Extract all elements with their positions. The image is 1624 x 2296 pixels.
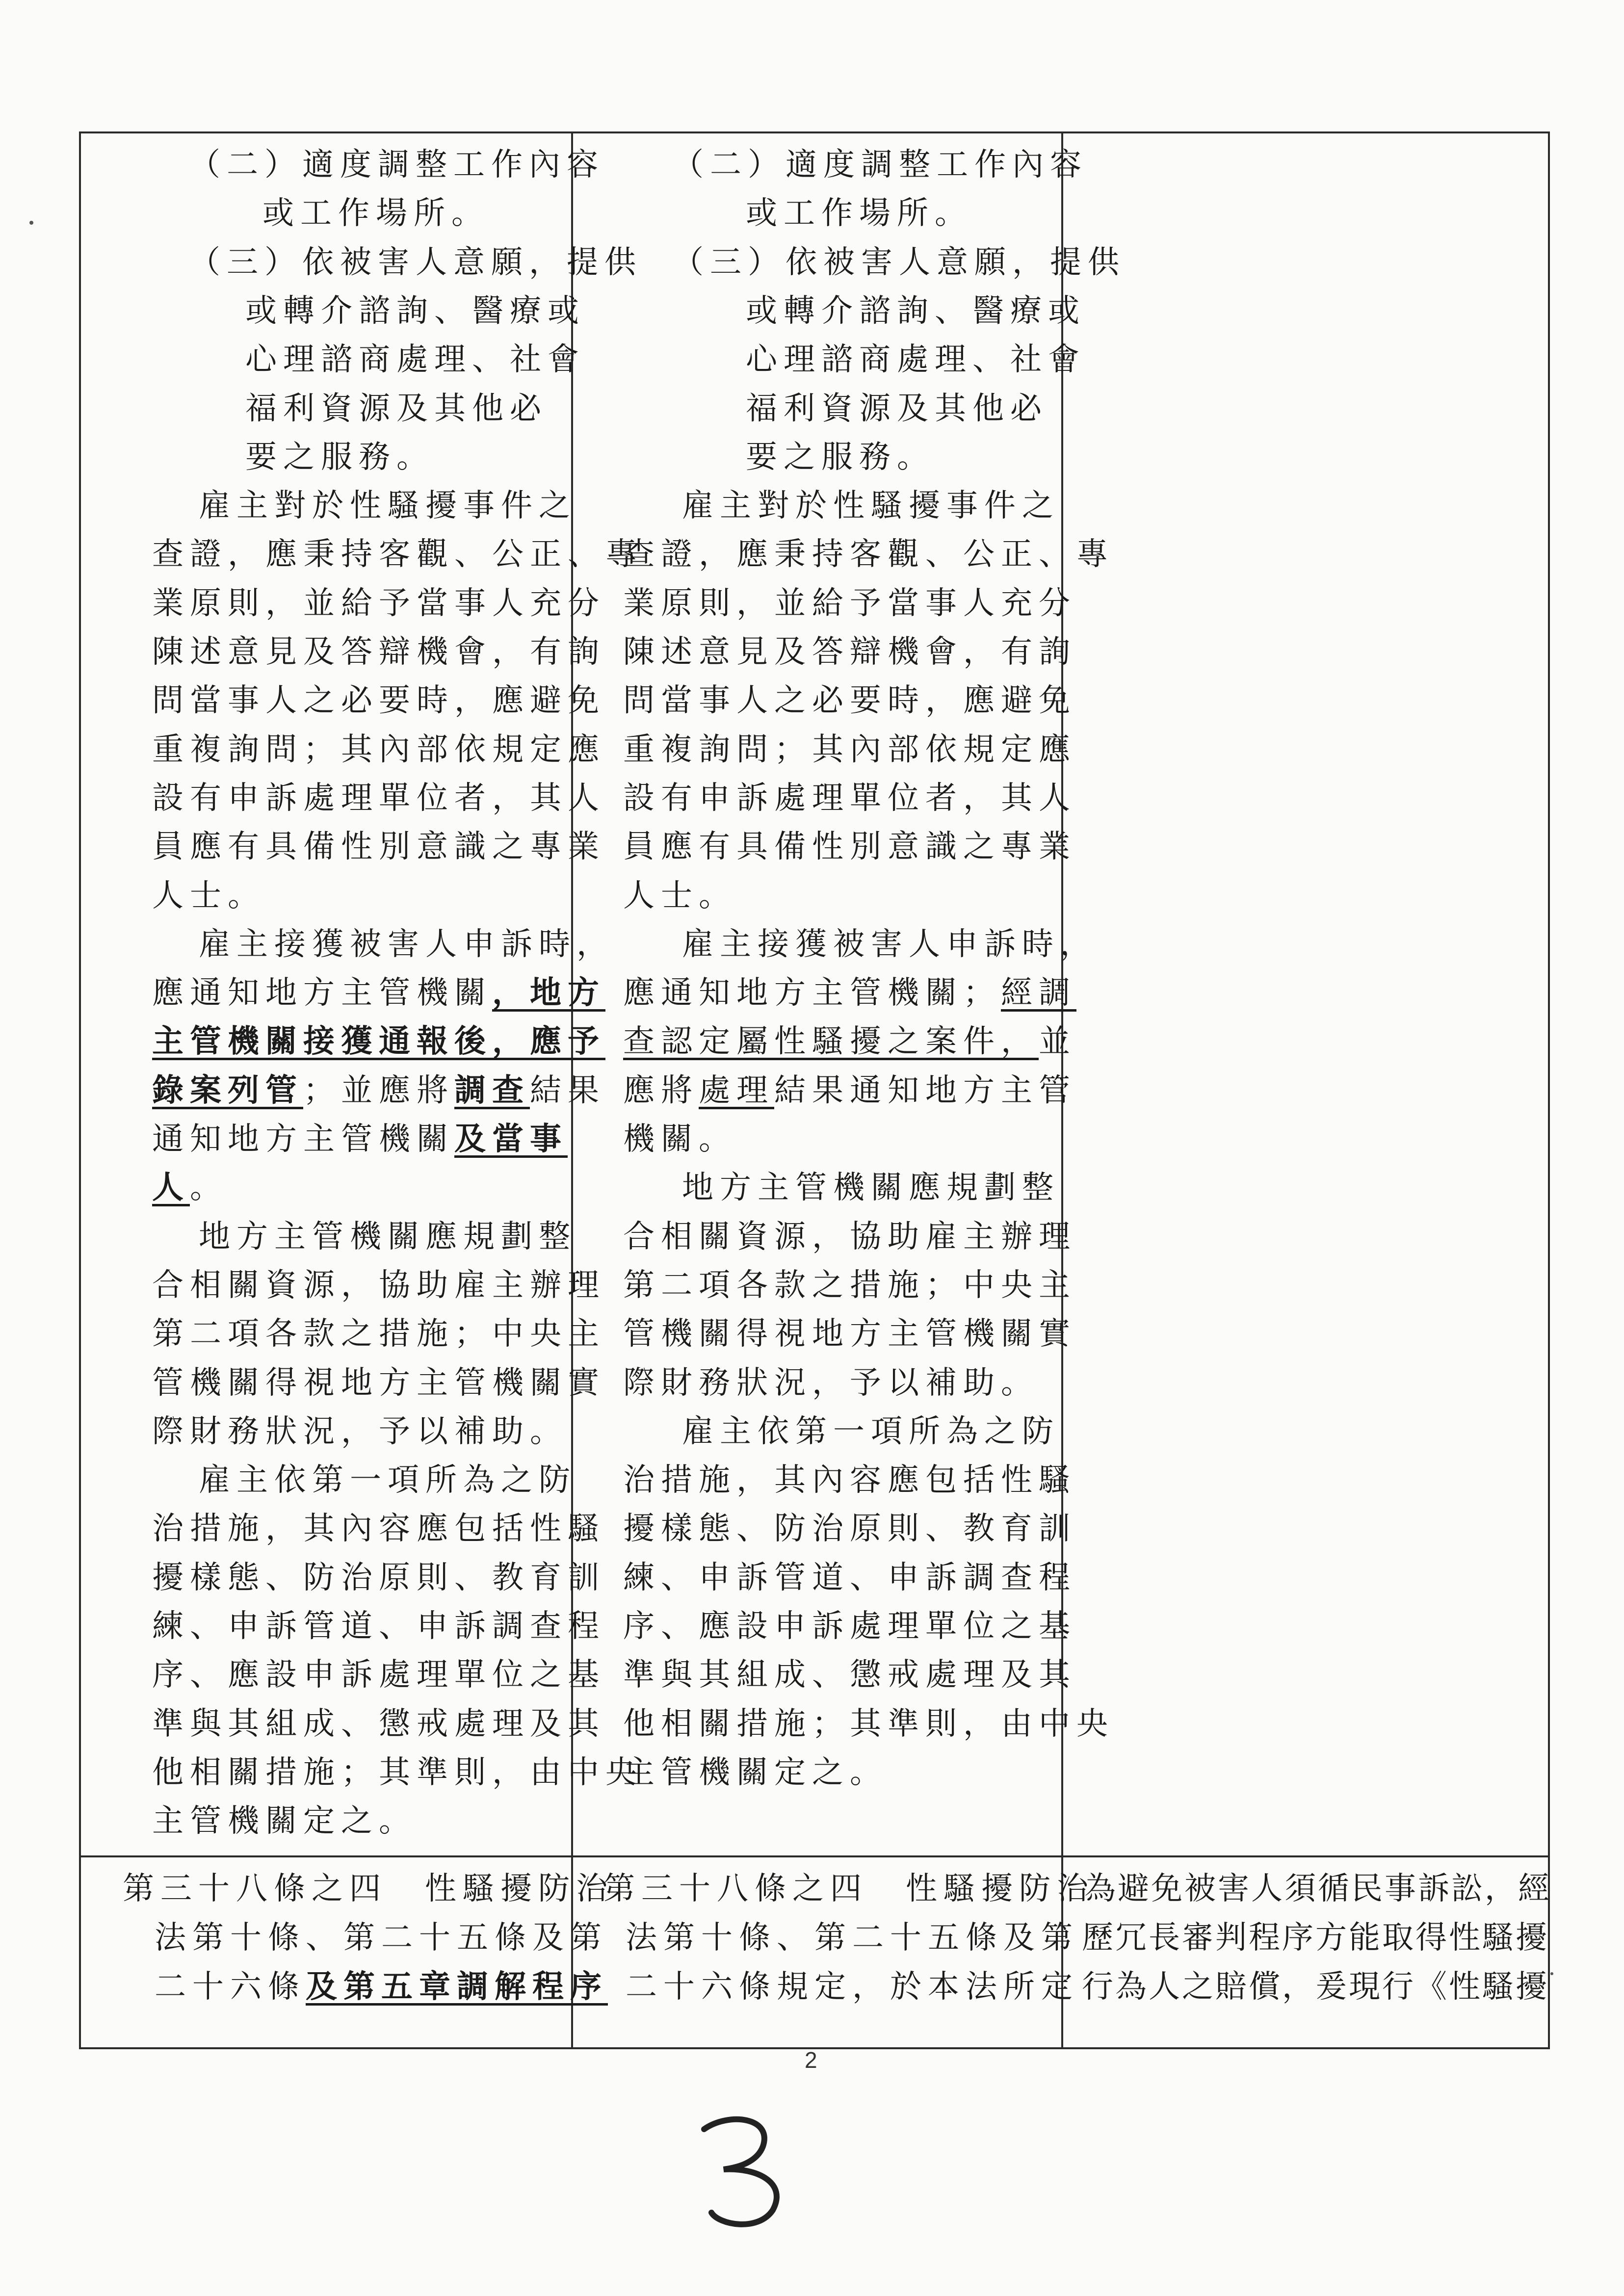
text-segment: 地方主管機關應規劃整 [682,1170,1060,1206]
text-line [746,189,972,238]
text-line [152,1407,568,1456]
text-segment: 人士。 [152,877,265,914]
text-segment: 第三十八條之四 性騷擾防治 [603,1871,1095,1907]
text-line [152,1504,605,1553]
scan-speck [29,221,33,225]
text-line [603,1864,1095,1913]
text-line [123,1864,614,1913]
text-line [189,238,642,287]
text-line [152,627,605,677]
text-line [199,481,576,530]
text-segment: 法第十條、第二十五條及第 [155,1920,608,1956]
text-segment: 結果通知地方主管 [774,1072,1076,1109]
scan-speck [1550,1972,1553,1975]
text-line [152,1309,605,1358]
text-segment: 主管機關定之。 [152,1803,417,1840]
text-segment: 員應有具備性別意識之專業 [623,829,1076,865]
text-segment: 地方主管機關應規劃整 [199,1218,576,1255]
text-line [682,481,1060,530]
text-segment: 應通知地方主管機關； [623,975,1001,1012]
text-segment: （三）依被害人意願，提供 [672,244,1126,281]
text-line [623,1553,1076,1602]
text-line [1084,1864,1551,1913]
text-segment: （三）依被害人意願，提供 [189,244,642,281]
text-segment: 雇主對於性騷擾事件之 [682,488,1060,524]
text-line [152,1797,417,1846]
text-line [199,1212,576,1261]
text-line [626,1962,1079,2011]
text-segment: 治措施，其內容應包括性騷 [623,1462,1076,1499]
text-line [152,822,605,871]
text-segment: 陳述意見及答辯機會，有詢 [623,634,1076,670]
text-line [245,384,548,433]
text-line [626,1913,1079,1962]
text-line [152,676,605,725]
text-line [623,725,1076,774]
text-line [245,287,585,336]
text-line [623,676,1076,725]
text-segment: 際財務狀況，予以補助。 [623,1364,1039,1401]
text-segment: 查證，應秉持客觀、公正、專 [152,536,643,573]
text-segment: 他相關措施；其準則，由中央 [152,1754,643,1791]
text-line [623,871,736,920]
text-segment: 準與其組成、懲戒處理及其 [152,1705,605,1742]
text-segment: 合相關資源，協助雇主辦理 [152,1267,605,1304]
text-line [746,335,1086,384]
text-line [682,1407,1060,1456]
text-segment: 他相關措施；其準則，由中央 [623,1705,1114,1742]
text-line [746,384,1048,433]
text-segment: 雇主對於性騷擾事件之 [199,488,576,524]
text-segment: ；並應將 [303,1072,454,1109]
text-line [245,433,434,482]
text-segment: 準與其組成、懲戒處理及其 [623,1657,1076,1694]
text-segment: 二十六條規定，於本法所定 [626,1969,1079,2005]
text-line [623,1017,1076,1066]
text-segment: 雇主接獲被害人申訴時， [199,926,614,963]
text-segment: 法第十條、第二十五條及第 [626,1920,1079,1956]
text-line [199,920,614,969]
text-segment: 人士。 [623,877,736,914]
handwritten-page-mark [689,2110,797,2232]
text-segment: 機關。 [623,1121,736,1157]
text-line [682,1163,1060,1212]
text-segment: 陳述意見及答辯機會，有詢 [152,634,605,670]
text-segment: （二）適度調整工作內容 [672,147,1088,183]
text-line [152,1115,568,1164]
text-line [623,1699,1114,1748]
text-segment: 擾樣態、防治原則、教育訓 [152,1559,605,1596]
text-segment: 管機關得視地方主管機關實 [623,1316,1076,1353]
text-line [152,1553,605,1602]
text-segment: 重複詢問；其內部依規定應 [623,731,1076,768]
text-line [682,920,1098,969]
text-segment: 序、應設申訴處理單位之基 [152,1657,605,1694]
text-line [623,1602,1076,1651]
text-line [155,1913,608,1962]
text-segment: 或轉介諮詢、醫療或 [245,292,585,329]
text-line [152,725,605,774]
text-segment: 應將 [623,1072,699,1109]
amended-text: 及當事 [454,1121,568,1157]
text-line [152,1358,605,1408]
text-segment: 員應有具備性別意識之專業 [152,829,605,865]
text-segment: 結果 [530,1072,605,1109]
text-line [152,774,605,823]
text-segment: 業原則，並給予當事人充分 [623,585,1076,622]
text-line [672,140,1088,189]
amended-text: 人 [152,1169,190,1206]
text-segment: 通知地方主管機關 [152,1121,454,1157]
text-line [623,1066,1076,1115]
text-line [152,1699,605,1748]
text-line [152,1163,228,1212]
text-line [623,1261,1076,1310]
text-line [746,287,1086,336]
text-segment: 福利資源及其他必 [245,390,548,427]
text-segment: 問當事人之必要時，應避免 [623,682,1076,719]
text-line [623,1748,888,1797]
text-segment: 或工作場所。 [262,195,489,232]
text-segment: 第二項各款之措施；中央主 [623,1267,1076,1304]
text-line [623,579,1076,628]
text-line [672,238,1126,287]
text-line [746,433,935,482]
text-line [623,822,1076,871]
amended-text: 查認定屬性騷擾之案件， [623,1023,1039,1060]
text-line [623,1504,1076,1553]
text-line [623,774,1076,823]
text-line [152,530,643,579]
text-line [199,1456,576,1505]
amended-text: 處理 [699,1072,774,1109]
text-line [152,1650,605,1699]
text-line [155,1962,608,2011]
text-segment: 心理諮商處理、社會 [746,341,1086,378]
amended-text: 錄案列管 [152,1071,303,1109]
text-segment: 或工作場所。 [746,195,972,232]
text-line [262,189,489,238]
text-line [189,140,604,189]
text-line [245,335,585,384]
text-segment: 或轉介諮詢、醫療或 [746,292,1086,329]
text-segment: 要之服務。 [245,439,434,475]
page-number: 2 [805,2047,817,2073]
text-segment: 行為人之賠償，爰現行《性騷擾 [1082,1969,1549,2005]
text-line [152,1017,605,1066]
amended-text: ，地方 [492,974,605,1012]
text-segment: 練、申訴管道、申訴調查程 [623,1559,1076,1596]
text-line [152,1066,605,1115]
text-segment: 合相關資源，協助雇主辦理 [623,1218,1076,1255]
text-segment: 設有申訴處理單位者，其人 [152,780,605,816]
text-segment: 應通知地方主管機關 [152,975,492,1012]
row-divider [79,1855,1550,1857]
text-line [623,627,1076,677]
text-segment: 第三十八條之四 性騷擾防治 [123,1871,614,1907]
text-segment: 為避免被害人須循民事訴訟，經 [1084,1871,1551,1907]
text-line [623,1456,1076,1505]
text-line [623,968,1076,1018]
amended-text: 經調 [1001,975,1076,1012]
text-line [623,1650,1076,1699]
text-line [623,1212,1076,1261]
text-segment: 心理諮商處理、社會 [245,341,585,378]
text-segment: 練、申訴管道、申訴調查程 [152,1608,605,1644]
text-segment: 雇主依第一項所為之防 [682,1413,1060,1450]
text-segment: 管機關得視地方主管機關實 [152,1364,605,1401]
text-segment: 二十六條 [155,1969,306,2005]
text-line [152,1261,605,1310]
text-line [152,1748,643,1797]
text-line [1082,1962,1549,2011]
text-line [152,871,265,920]
text-segment: （二）適度調整工作內容 [189,147,604,183]
text-line [152,579,605,628]
text-line [152,1602,605,1651]
text-line [1082,1913,1549,1962]
amended-text: 主管機關接獲通報後，應予 [152,1023,605,1060]
text-segment: 治措施，其內容應包括性騷 [152,1511,605,1547]
amended-text: 調查 [454,1071,530,1109]
text-segment: 雇主依第一項所為之防 [199,1462,576,1499]
text-segment: 要之服務。 [746,439,935,475]
text-line [623,1309,1076,1358]
text-line [152,968,605,1018]
text-segment: 業原則，並給予當事人充分 [152,585,605,622]
text-line [623,1358,1039,1408]
text-line [623,1115,736,1164]
text-segment: 歷冗長審判程序方能取得性騷擾 [1082,1920,1549,1956]
text-segment: 問當事人之必要時，應避免 [152,682,605,719]
text-segment: 。 [190,1170,228,1206]
text-segment: 際財務狀況，予以補助。 [152,1413,568,1450]
text-segment: 並 [1039,1023,1076,1060]
text-segment: 主管機關定之。 [623,1754,888,1791]
text-segment: 擾樣態、防治原則、教育訓 [623,1511,1076,1547]
text-segment: 序、應設申訴處理單位之基 [623,1608,1076,1644]
text-segment: 設有申訴處理單位者，其人 [623,780,1076,816]
text-segment: 重複詢問；其內部依規定應 [152,731,605,768]
text-line [623,530,1114,579]
text-segment: 查證，應秉持客觀、公正、專 [623,536,1114,573]
text-segment: 第二項各款之措施；中央主 [152,1316,605,1353]
text-segment: 福利資源及其他必 [746,390,1048,427]
text-segment: 雇主接獲被害人申訴時， [682,926,1098,963]
amended-text: 及第五章調解程序 [306,1968,608,2005]
